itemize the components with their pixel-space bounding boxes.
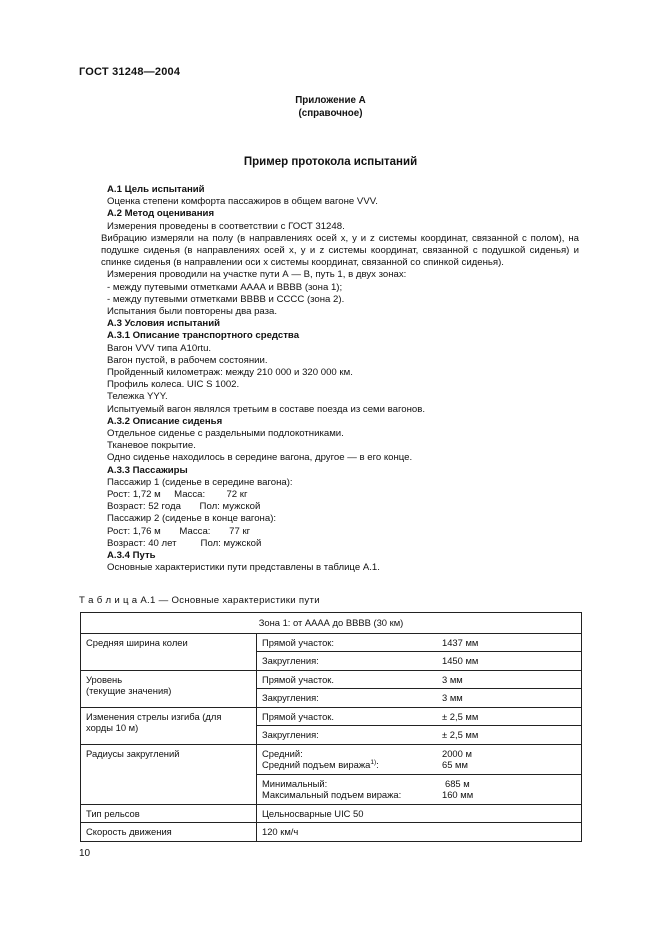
cell-value: ± 2,5 мм xyxy=(442,729,479,740)
body-text xyxy=(101,184,579,575)
row-label-bend xyxy=(81,707,257,744)
table-row xyxy=(81,804,582,823)
zone-header: Зона 1: от АААА до ВВВВ (30 км) xyxy=(81,613,582,634)
page-title: Пример протокола испытаний xyxy=(243,156,418,168)
section-heading: А.3 Условия испытаний xyxy=(107,318,221,330)
paragraph: Основные характеристики пути представлены в таблице А.1. xyxy=(107,562,380,574)
paragraph: Возраст: 40 лет Пол: мужской xyxy=(107,537,262,549)
row-label-level xyxy=(81,670,257,707)
key-text: Средний подъем виража xyxy=(262,759,371,770)
label-line: Изменения стрелы изгиба (для xyxy=(86,710,222,722)
paragraph: Возраст: 52 года Пол: мужской xyxy=(107,501,261,513)
table-row xyxy=(81,670,582,689)
paragraph: Пассажир 1 (сиденье в середине вагона): xyxy=(107,476,293,488)
cell-key: Закругления: xyxy=(262,692,319,703)
appendix-subtitle: (справочное) xyxy=(298,108,363,119)
row-label-rail: Тип рельсов xyxy=(81,804,257,823)
table-row xyxy=(81,823,582,842)
table-row xyxy=(81,613,582,634)
cell-value: 120 км/ч xyxy=(257,823,582,842)
paragraph: Вагон VVV типа A10rtu. xyxy=(107,342,212,354)
cell-value: 2000 м xyxy=(442,747,472,759)
paragraph: Рост: 1,72 м Масса: 72 кг xyxy=(107,489,248,501)
cell-value: 1437 мм xyxy=(442,636,479,648)
cell-value: 3 мм xyxy=(442,692,463,703)
cell-value: 1450 мм xyxy=(442,655,479,666)
cell-key: Средний: xyxy=(262,747,303,759)
section-heading: А.1 Цель испытаний xyxy=(107,184,205,195)
cell-key: Минимальный: xyxy=(262,777,328,789)
table-row xyxy=(81,633,582,652)
cell-value: Цельносварные UIC 50 xyxy=(257,804,582,823)
paragraph: Измерения проведены в соответствии с ГОСТ 31248. xyxy=(107,220,345,232)
key-colon: : xyxy=(376,759,379,770)
list-item: - между путевыми отметками ВВВВ и СССС (зона 2). xyxy=(107,293,345,305)
paragraph: Профиль колеса. UIC S 1002. xyxy=(107,379,240,391)
paragraph: Вагон пустой, в рабочем состоянии. xyxy=(107,354,268,366)
paragraph: Оценка степени комфорта пассажиров в общем вагоне VVV. xyxy=(107,196,378,208)
cell-value: 685 м xyxy=(445,777,470,789)
subsection-heading: А.3.3 Пассажиры xyxy=(107,464,188,476)
subsection-heading: А.3.2 Описание сиденья xyxy=(107,415,223,427)
subsection-heading: А.3.1 Описание транспортного средства xyxy=(107,330,300,342)
cell-key: Закругления: xyxy=(262,655,319,666)
label-line: Уровень xyxy=(86,673,123,685)
paragraph: Рост: 1,76 м Масса: 77 кг xyxy=(107,525,251,537)
paragraph: Пройденный километраж: между 210 000 и 320 000 км. xyxy=(107,367,353,379)
cell-value: ± 2,5 мм xyxy=(442,710,479,722)
row-label-speed: Скорость движения xyxy=(81,823,257,842)
cell-key: Закругления: xyxy=(262,729,319,740)
page-number: 10 xyxy=(79,848,91,859)
label-line: хорды 10 м) xyxy=(86,722,139,733)
row-label-radius: Радиусы закруглений xyxy=(81,744,257,804)
paragraph: Испытания были повторены два раза. xyxy=(107,306,278,318)
cell-value: 65 мм xyxy=(442,759,468,770)
list-item: - между путевыми отметками АААА и ВВВВ (зона 1); xyxy=(107,281,343,293)
label-line: (текущие значения) xyxy=(86,685,172,696)
document-header: ГОСТ 31248—2004 xyxy=(79,66,181,78)
row-label-gauge: Средняя ширина колеи xyxy=(81,633,257,670)
appendix-title: Приложение А xyxy=(295,95,366,106)
paragraph: Тележка YYY. xyxy=(107,391,168,403)
cell-value: 160 мм xyxy=(442,789,474,800)
cell-key: Прямой участок: xyxy=(262,636,335,648)
paragraph: Пассажир 2 (сиденье в конце вагона): xyxy=(107,513,277,525)
table-row xyxy=(81,707,582,726)
table-caption: Т а б л и ц а А.1 — Основные характеристики пути xyxy=(79,595,320,606)
paragraph: Испытуемый вагон являлся третьим в составе поезда из семи вагонов. xyxy=(107,403,425,415)
paragraph: Измерения проводили на участке пути А — В, путь 1, в двух зонах: xyxy=(107,269,407,281)
section-heading: А.2 Метод оценивания xyxy=(107,208,215,220)
paragraph: Тканевое покрытие. xyxy=(107,440,196,452)
paragraph: Отдельное сиденье с раздельными подлокотниками. xyxy=(107,428,344,440)
cell-key: Прямой участок. xyxy=(262,710,335,722)
track-characteristics-table xyxy=(80,612,582,842)
footnote-marker: 1) xyxy=(370,758,377,766)
cell-value: 3 мм xyxy=(442,673,463,685)
paragraph: Вибрацию измеряли на полу (в направлениях осей x, y и z системы координат, связанной с полом), на подушке сиденья (в направлениях осей x, y и z системы координат, связанной с подушкой сиденья) и спинке сиденья (в направлении оси x системы координат, связанной со спинкой сиденья). xyxy=(101,232,579,269)
subsection-heading: А.3.4 Путь xyxy=(107,550,156,562)
cell-key: Прямой участок. xyxy=(262,673,335,685)
table-row xyxy=(81,744,582,774)
cell-key: Максимальный подъем виража: xyxy=(262,789,402,800)
paragraph: Одно сиденье находилось в середине вагона, другое — в его конце. xyxy=(107,452,413,464)
cell-key xyxy=(262,759,442,771)
